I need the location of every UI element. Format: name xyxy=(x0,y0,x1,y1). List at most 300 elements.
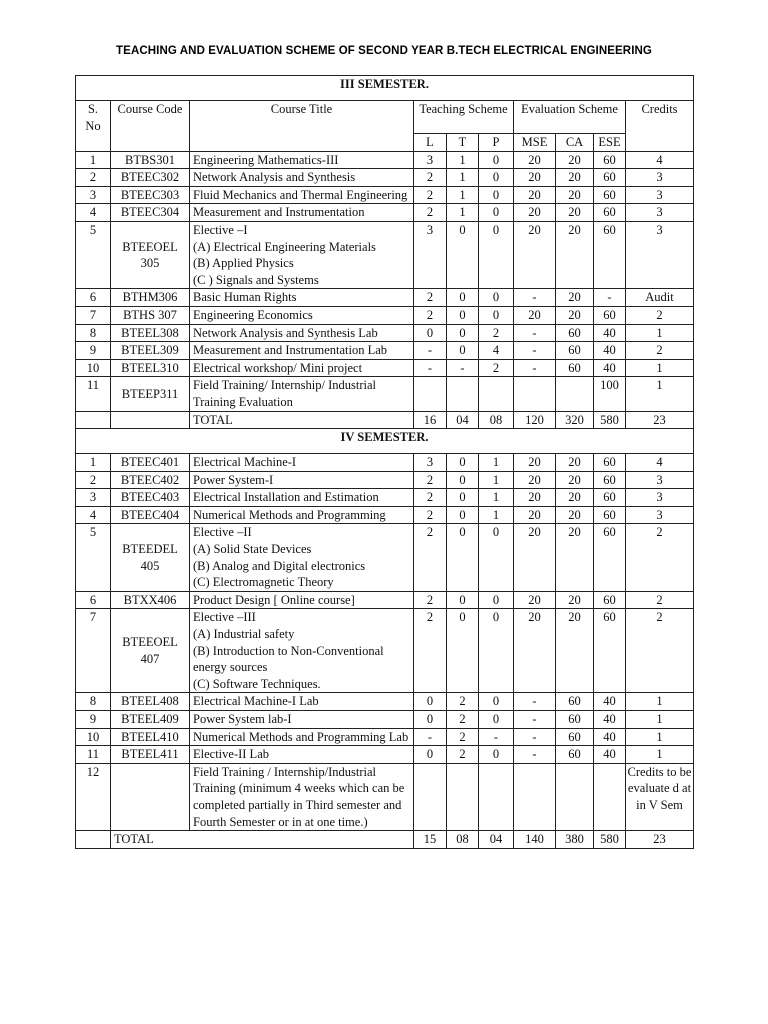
row-title-text: Power System-I xyxy=(193,472,274,487)
row-ca: 20 xyxy=(556,524,594,591)
row-sno: 2 xyxy=(76,471,111,489)
row-ca: 60 xyxy=(556,728,594,746)
row-sno: 6 xyxy=(76,289,111,307)
row-credits: 3 xyxy=(626,221,694,288)
row-title xyxy=(190,728,414,746)
row-title xyxy=(190,151,414,169)
row-ca: 20 xyxy=(556,169,594,187)
table-row xyxy=(76,746,694,764)
row-title xyxy=(190,693,414,711)
row-sno: 5 xyxy=(76,524,111,591)
row-sno: 4 xyxy=(76,506,111,524)
row-title xyxy=(190,169,414,187)
row-sno: 4 xyxy=(76,204,111,222)
table-row xyxy=(76,763,694,830)
row-l: 2 xyxy=(414,306,447,324)
row-ca xyxy=(556,763,594,830)
row-t: 1 xyxy=(447,204,479,222)
row-title-text: Fluid Mechanics and Thermal Engineering xyxy=(193,187,408,202)
row-l: 0 xyxy=(414,711,447,729)
row-l: - xyxy=(414,359,447,377)
row-t: 1 xyxy=(447,151,479,169)
row-credits: 1 xyxy=(626,693,694,711)
row-title xyxy=(190,506,414,524)
row-ese: 60 xyxy=(594,591,626,609)
row-code: BTEEL309 xyxy=(111,342,190,360)
row-title xyxy=(190,471,414,489)
header-p: P xyxy=(479,134,514,152)
row-t: 1 xyxy=(447,169,479,187)
row-ese: 40 xyxy=(594,746,626,764)
row-code: BTXX406 xyxy=(111,591,190,609)
row-l xyxy=(414,763,447,830)
row-ese: 40 xyxy=(594,711,626,729)
row-title xyxy=(190,342,414,360)
row-mse: 20 xyxy=(514,506,556,524)
row-t: 2 xyxy=(447,746,479,764)
header-l: L xyxy=(414,134,447,152)
table-row xyxy=(76,693,694,711)
row-code: BTEEC401 xyxy=(111,454,190,472)
row-ca: 60 xyxy=(556,746,594,764)
row-title-text: Electrical Installation and Estimation xyxy=(193,490,379,505)
header-teaching: Teaching Scheme xyxy=(414,101,514,134)
row-option: (B) Analog and Digital electronics xyxy=(193,558,366,573)
row-credits: 1 xyxy=(626,711,694,729)
row-mse: 20 xyxy=(514,471,556,489)
row-l: 2 xyxy=(414,204,447,222)
row-mse: 20 xyxy=(514,204,556,222)
row-t: 2 xyxy=(447,711,479,729)
row-l: - xyxy=(414,342,447,360)
row-title xyxy=(190,204,414,222)
row-title xyxy=(190,763,414,830)
row-ca: 20 xyxy=(556,204,594,222)
row-l: 2 xyxy=(414,506,447,524)
row-ca: 60 xyxy=(556,711,594,729)
row-t: 0 xyxy=(447,489,479,507)
table-row xyxy=(76,289,694,307)
row-mse: - xyxy=(514,693,556,711)
header-code: Course Code xyxy=(111,101,190,152)
total-ca: 320 xyxy=(556,411,594,429)
row-ca: 20 xyxy=(556,186,594,204)
header-ca: CA xyxy=(556,134,594,152)
row-p: 0 xyxy=(479,221,514,288)
row-mse: - xyxy=(514,289,556,307)
total-ca: 380 xyxy=(556,831,594,849)
header-credits: Credits xyxy=(626,101,694,152)
row-credits: 3 xyxy=(626,204,694,222)
row-p: 2 xyxy=(479,359,514,377)
row-credits: 1 xyxy=(626,746,694,764)
row-t: - xyxy=(447,359,479,377)
row-credits: Audit xyxy=(626,289,694,307)
header-t: T xyxy=(447,134,479,152)
row-l: 2 xyxy=(414,524,447,591)
row-code: BTEEL310 xyxy=(111,359,190,377)
row-credits: 2 xyxy=(626,609,694,693)
row-mse: 20 xyxy=(514,151,556,169)
row-title-text: Network Analysis and Synthesis Lab xyxy=(193,325,378,340)
row-title-text: Engineering Economics xyxy=(193,307,313,322)
row-code: BTEEC303 xyxy=(111,186,190,204)
row-title xyxy=(190,746,414,764)
row-code: BTEEL408 xyxy=(111,693,190,711)
row-option: (C ) Signals and Systems xyxy=(193,272,319,287)
row-sno: 3 xyxy=(76,186,111,204)
row-sno: 10 xyxy=(76,359,111,377)
total-p: 04 xyxy=(479,831,514,849)
row-l: 2 xyxy=(414,289,447,307)
row-title xyxy=(190,359,414,377)
total-row xyxy=(76,411,694,429)
row-l: 2 xyxy=(414,591,447,609)
row-p: 0 xyxy=(479,289,514,307)
row-credits: 2 xyxy=(626,306,694,324)
table-row xyxy=(76,169,694,187)
row-sno: 6 xyxy=(76,591,111,609)
row-mse xyxy=(514,377,556,411)
row-sno: 8 xyxy=(76,324,111,342)
row-sno: 8 xyxy=(76,693,111,711)
row-title xyxy=(190,306,414,324)
row-title-text: Electrical Machine-I Lab xyxy=(193,694,319,709)
row-sno: 1 xyxy=(76,454,111,472)
row-p: 1 xyxy=(479,506,514,524)
row-ca: 60 xyxy=(556,693,594,711)
scheme-table-body xyxy=(76,76,694,849)
row-title-text: Elective –III xyxy=(193,610,256,625)
row-title xyxy=(190,377,414,411)
row-title-text: Numerical Methods and Programming xyxy=(193,507,386,522)
row-title-text: Elective –II xyxy=(193,525,252,540)
row-ese: 60 xyxy=(594,186,626,204)
total-ese: 580 xyxy=(594,411,626,429)
row-title-text: Measurement and Instrumentation Lab xyxy=(193,343,388,358)
table-row xyxy=(76,204,694,222)
total-t: 08 xyxy=(447,831,479,849)
row-option: (A) Electrical Engineering Materials xyxy=(193,239,376,254)
row-code: BTEEL308 xyxy=(111,324,190,342)
total-credits: 23 xyxy=(626,411,694,429)
row-code xyxy=(111,763,190,830)
row-option: (C) Software Techniques. xyxy=(193,676,321,691)
row-mse: 20 xyxy=(514,221,556,288)
row-ese: 60 xyxy=(594,489,626,507)
row-sno: 5 xyxy=(76,221,111,288)
row-ca: 60 xyxy=(556,359,594,377)
row-p: 0 xyxy=(479,609,514,693)
row-credits: 3 xyxy=(626,506,694,524)
row-credits: 1 xyxy=(626,728,694,746)
table-row xyxy=(76,306,694,324)
row-ca: 20 xyxy=(556,221,594,288)
row-l: 3 xyxy=(414,221,447,288)
row-sno: 9 xyxy=(76,342,111,360)
total-sno-cell xyxy=(76,831,111,849)
row-code: BTHM306 xyxy=(111,289,190,307)
row-ca: 20 xyxy=(556,454,594,472)
row-p: 4 xyxy=(479,342,514,360)
row-p: 0 xyxy=(479,169,514,187)
table-row xyxy=(76,454,694,472)
row-p: 1 xyxy=(479,471,514,489)
row-ese: 60 xyxy=(594,151,626,169)
row-credits: 2 xyxy=(626,591,694,609)
row-option: (A) Industrial safety xyxy=(193,627,295,642)
total-t: 04 xyxy=(447,411,479,429)
row-mse: 20 xyxy=(514,454,556,472)
row-p: 0 xyxy=(479,711,514,729)
row-title xyxy=(190,524,414,591)
row-t: 0 xyxy=(447,221,479,288)
row-sno: 3 xyxy=(76,489,111,507)
row-title xyxy=(190,609,414,693)
header-row xyxy=(76,101,694,134)
row-ese: 60 xyxy=(594,204,626,222)
row-l: 2 xyxy=(414,471,447,489)
row-credits: 3 xyxy=(626,489,694,507)
row-p: 1 xyxy=(479,489,514,507)
table-row xyxy=(76,186,694,204)
row-code: BTEEP311 xyxy=(111,377,190,411)
table-row xyxy=(76,377,694,411)
row-title-text: Electrical workshop/ Mini project xyxy=(193,360,363,375)
row-code: BTEEC402 xyxy=(111,471,190,489)
row-title-text: Basic Human Rights xyxy=(193,290,297,305)
page-title: TEACHING AND EVALUATION SCHEME OF SECOND YEAR B.TECH ELECTRICAL ENGINEERING xyxy=(116,45,652,57)
row-code: BTEEC404 xyxy=(111,506,190,524)
row-title-text: Field Training / Internship/Industrial Training (minimum 4 weeks which can be completed partially in Third semester and Fourth Semester or in at one time.) xyxy=(193,764,405,829)
row-p: 0 xyxy=(479,306,514,324)
row-code: BTHS 307 xyxy=(111,306,190,324)
row-ese: 60 xyxy=(594,221,626,288)
row-mse: - xyxy=(514,324,556,342)
row-code: BTEEL410 xyxy=(111,728,190,746)
header-ese: ESE xyxy=(594,134,626,152)
row-title-text: Elective-II Lab xyxy=(193,747,269,762)
table-row xyxy=(76,506,694,524)
row-mse xyxy=(514,763,556,830)
row-code: BTEEC403 xyxy=(111,489,190,507)
row-t: 0 xyxy=(447,609,479,693)
row-ca: 20 xyxy=(556,506,594,524)
row-title-text: Numerical Methods and Programming Lab xyxy=(193,729,409,744)
row-mse: - xyxy=(514,746,556,764)
row-sno: 12 xyxy=(76,763,111,830)
table-row xyxy=(76,524,694,591)
row-t: 2 xyxy=(447,728,479,746)
row-credits: 2 xyxy=(626,524,694,591)
row-p: 0 xyxy=(479,693,514,711)
total-code-cell xyxy=(111,411,190,429)
row-title-text: Network Analysis and Synthesis xyxy=(193,170,356,185)
row-title xyxy=(190,324,414,342)
row-t: 2 xyxy=(447,693,479,711)
scheme-table xyxy=(75,75,694,849)
table-row xyxy=(76,221,694,288)
semester-heading: III SEMESTER. xyxy=(76,76,694,101)
table-row xyxy=(76,609,694,693)
row-sno: 2 xyxy=(76,169,111,187)
row-l: 3 xyxy=(414,454,447,472)
total-sno-cell xyxy=(76,411,111,429)
row-ca: 20 xyxy=(556,306,594,324)
row-ese: 60 xyxy=(594,524,626,591)
row-title-text: Product Design [ Online course] xyxy=(193,592,355,607)
row-title xyxy=(190,711,414,729)
row-l: 2 xyxy=(414,609,447,693)
row-t: 1 xyxy=(447,186,479,204)
row-title xyxy=(190,454,414,472)
row-t: 0 xyxy=(447,506,479,524)
row-mse: - xyxy=(514,359,556,377)
row-t xyxy=(447,377,479,411)
row-p: 0 xyxy=(479,591,514,609)
row-t: 0 xyxy=(447,454,479,472)
semester-heading: IV SEMESTER. xyxy=(76,429,694,454)
row-sno: 9 xyxy=(76,711,111,729)
row-mse: 20 xyxy=(514,609,556,693)
total-ese: 580 xyxy=(594,831,626,849)
table-row xyxy=(76,342,694,360)
row-title-text: Field Training/ Internship/ Industrial Training Evaluation xyxy=(193,378,376,409)
row-ese: 40 xyxy=(594,324,626,342)
row-ese: 60 xyxy=(594,169,626,187)
total-label: TOTAL xyxy=(190,411,414,429)
row-ca: 20 xyxy=(556,591,594,609)
row-option: (B) Applied Physics xyxy=(193,256,294,271)
row-ca: 60 xyxy=(556,342,594,360)
row-title xyxy=(190,289,414,307)
table-row xyxy=(76,359,694,377)
row-sno: 11 xyxy=(76,746,111,764)
row-l: 0 xyxy=(414,693,447,711)
row-ca: 20 xyxy=(556,151,594,169)
row-t: 0 xyxy=(447,471,479,489)
row-title xyxy=(190,186,414,204)
row-l: 2 xyxy=(414,489,447,507)
total-credits: 23 xyxy=(626,831,694,849)
row-ca: 60 xyxy=(556,324,594,342)
row-mse: 20 xyxy=(514,489,556,507)
row-credits: 1 xyxy=(626,324,694,342)
row-mse: 20 xyxy=(514,524,556,591)
row-p: 0 xyxy=(479,186,514,204)
row-mse: 20 xyxy=(514,186,556,204)
row-sno: 7 xyxy=(76,609,111,693)
row-mse: - xyxy=(514,728,556,746)
row-option: (B) Introduction to Non-Conventional energy sources xyxy=(193,643,384,675)
row-p: 2 xyxy=(479,324,514,342)
row-ese: 60 xyxy=(594,506,626,524)
row-title xyxy=(190,591,414,609)
row-t xyxy=(447,763,479,830)
table-row xyxy=(76,489,694,507)
row-credits: 3 xyxy=(626,186,694,204)
row-credits: 4 xyxy=(626,454,694,472)
header-sno: S. No xyxy=(76,101,111,152)
table-row xyxy=(76,728,694,746)
row-ca: 20 xyxy=(556,289,594,307)
row-p: - xyxy=(479,728,514,746)
row-l: 0 xyxy=(414,324,447,342)
row-credits: 3 xyxy=(626,169,694,187)
row-ca: 20 xyxy=(556,489,594,507)
row-option: (A) Solid State Devices xyxy=(193,542,312,557)
row-mse: 20 xyxy=(514,169,556,187)
row-l: 2 xyxy=(414,186,447,204)
row-ese: 40 xyxy=(594,359,626,377)
row-ese: 40 xyxy=(594,342,626,360)
row-p xyxy=(479,377,514,411)
row-t: 0 xyxy=(447,342,479,360)
row-title-text: Power System lab-I xyxy=(193,712,292,726)
row-option: (C) Electromagnetic Theory xyxy=(193,575,334,590)
table-row xyxy=(76,151,694,169)
row-mse: 20 xyxy=(514,591,556,609)
row-ese: 40 xyxy=(594,728,626,746)
row-l: - xyxy=(414,728,447,746)
header-evaluation: Evaluation Scheme xyxy=(514,101,626,134)
row-ese: 60 xyxy=(594,306,626,324)
row-p: 1 xyxy=(479,454,514,472)
total-mse: 120 xyxy=(514,411,556,429)
row-ese: 40 xyxy=(594,693,626,711)
row-l: 0 xyxy=(414,746,447,764)
row-code: BTEEC302 xyxy=(111,169,190,187)
header-title: Course Title xyxy=(190,101,414,152)
row-t: 0 xyxy=(447,524,479,591)
row-credits: 1 xyxy=(626,359,694,377)
row-title-text: Electrical Machine-I xyxy=(193,455,297,470)
row-ca: 20 xyxy=(556,471,594,489)
total-l: 16 xyxy=(414,411,447,429)
row-code: BTEEDEL 405 xyxy=(111,524,190,591)
row-mse: - xyxy=(514,711,556,729)
row-credits: 4 xyxy=(626,151,694,169)
total-label: TOTAL xyxy=(111,831,414,849)
table-row xyxy=(76,471,694,489)
total-row xyxy=(76,831,694,849)
row-t: 0 xyxy=(447,306,479,324)
row-t: 0 xyxy=(447,591,479,609)
row-t: 0 xyxy=(447,324,479,342)
row-credits: 3 xyxy=(626,471,694,489)
total-l: 15 xyxy=(414,831,447,849)
row-t: 0 xyxy=(447,289,479,307)
row-ese: 60 xyxy=(594,609,626,693)
row-l: 3 xyxy=(414,151,447,169)
row-ese xyxy=(594,763,626,830)
row-title-text: Engineering Mathematics-III xyxy=(193,152,339,167)
row-code: BTBS301 xyxy=(111,151,190,169)
row-p: 0 xyxy=(479,151,514,169)
row-l: 2 xyxy=(414,169,447,187)
row-code: BTEEC304 xyxy=(111,204,190,222)
row-code: BTEEL411 xyxy=(111,746,190,764)
header-mse: MSE xyxy=(514,134,556,152)
row-sno: 10 xyxy=(76,728,111,746)
row-code: BTEEL409 xyxy=(111,711,190,729)
table-row xyxy=(76,711,694,729)
row-title-text: Elective –I xyxy=(193,222,248,237)
row-l xyxy=(414,377,447,411)
row-ca xyxy=(556,377,594,411)
row-code: BTEEOEL 407 xyxy=(111,609,190,693)
table-row xyxy=(76,591,694,609)
